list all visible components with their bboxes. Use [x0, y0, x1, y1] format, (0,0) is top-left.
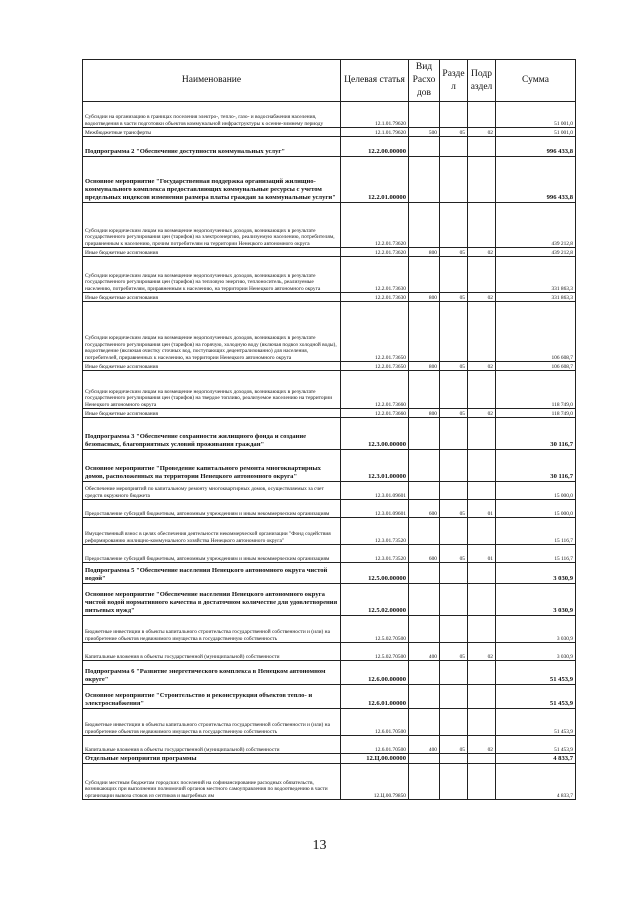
row-target-article: 12.6.01.00000 [341, 685, 409, 709]
row-name: Предоставление субсидий бюджетным, автономным учреждениям и иным некоммерческим организациям [83, 545, 341, 563]
table-row [83, 302, 576, 362]
row-section [440, 563, 468, 584]
header-sum: Сумма [496, 60, 576, 102]
row-name: Иные бюджетные ассигнования [83, 248, 341, 257]
row-expense-kind: 400 [409, 736, 440, 754]
row-target-article: 12.2.01.73630 [341, 293, 409, 302]
row-section [440, 709, 468, 736]
row-target-article: 12.3.01.09601 [341, 482, 409, 500]
row-subsection: 01 [468, 500, 496, 518]
table-row [83, 362, 576, 371]
row-expense-kind [409, 764, 440, 800]
row-subsection [468, 257, 496, 293]
table-row [83, 616, 576, 643]
row-sum: 51 453,9 [496, 661, 576, 685]
row-name: Имущественный взнос в целях обеспечения деятельности некоммерческой организации "Фонд содействия реформированию жилищно-коммунального хозяйства Ненецкого автономного округа" [83, 518, 341, 545]
row-expense-kind [409, 661, 440, 685]
table-row [83, 137, 576, 157]
row-target-article: 12.3.00.00000 [341, 418, 409, 450]
row-subsection: 02 [468, 362, 496, 371]
table-row [83, 563, 576, 584]
row-subsection [468, 371, 496, 409]
row-section: 05 [440, 545, 468, 563]
row-sum: 331 863,3 [496, 257, 576, 293]
row-expense-kind [409, 709, 440, 736]
row-target-article: 12.6.00.00000 [341, 661, 409, 685]
table-row [83, 371, 576, 409]
table-row [83, 545, 576, 563]
row-sum: 439 212,8 [496, 248, 576, 257]
row-name: Основное мероприятие "Проведение капитального ремонта многоквартирных домов, расположенных на территории Ненецкого автономного округа" [83, 450, 341, 482]
row-name: Подпрограмма 6 "Развитие энергетического комплекса в Ненецком автономном округе" [83, 661, 341, 685]
row-sum: 106 608,7 [496, 362, 576, 371]
row-expense-kind [409, 754, 440, 764]
row-expense-kind: 800 [409, 362, 440, 371]
header-section: Разде л [440, 60, 468, 102]
row-subsection [468, 137, 496, 157]
row-target-article: 12.2.01.73650 [341, 302, 409, 362]
table-row [83, 736, 576, 754]
table-row [83, 518, 576, 545]
row-name: Субсидии юридическим лицам на возмещение недополученных доходов, возникающих в результате государственного регулирования цен (тарифов) на твердое топливо, реализуемое населению на территории Ненецкого автономного округа [83, 371, 341, 409]
row-sum: 30 116,7 [496, 418, 576, 450]
row-target-article: 12.2.01.73650 [341, 362, 409, 371]
row-expense-kind [409, 302, 440, 362]
row-expense-kind: 800 [409, 409, 440, 418]
row-name: Иные бюджетные ассигнования [83, 362, 341, 371]
row-expense-kind [409, 685, 440, 709]
row-sum: 15 116,7 [496, 518, 576, 545]
row-section [440, 137, 468, 157]
row-sum: 3 030,9 [496, 584, 576, 616]
row-section: 05 [440, 248, 468, 257]
row-target-article: 12.Ц.00.79850 [341, 764, 409, 800]
row-section: 05 [440, 643, 468, 661]
row-expense-kind [409, 418, 440, 450]
row-expense-kind: 800 [409, 248, 440, 257]
table-row [83, 157, 576, 203]
row-subsection [468, 482, 496, 500]
row-section: 05 [440, 409, 468, 418]
row-subsection: 02 [468, 736, 496, 754]
table-row [83, 257, 576, 293]
row-sum: 15 000,0 [496, 500, 576, 518]
table-row [83, 661, 576, 685]
row-target-article: 12.3.01.00000 [341, 450, 409, 482]
row-target-article: 12.1.01.79620 [341, 102, 409, 128]
table-row [83, 482, 576, 500]
row-name: Основное мероприятие "Обеспечение населения Ненецкого автономного округа чистой водой нормативного качества в достаточном количестве для удовлетворения питьевых нужд" [83, 584, 341, 616]
row-section: 05 [440, 362, 468, 371]
row-section [440, 685, 468, 709]
row-expense-kind [409, 102, 440, 128]
row-target-article: 12.5.02.00000 [341, 584, 409, 616]
row-subsection [468, 685, 496, 709]
row-expense-kind [409, 157, 440, 203]
row-subsection [468, 709, 496, 736]
row-name: Иные бюджетные ассигнования [83, 409, 341, 418]
row-expense-kind [409, 450, 440, 482]
row-target-article: 12.1.01.79620 [341, 128, 409, 137]
row-name: Основное мероприятие "Строительство и реконструкция объектов тепло- и электроснабжения" [83, 685, 341, 709]
row-target-article: 12.2.01.73660 [341, 371, 409, 409]
table-row [83, 248, 576, 257]
row-sum: 51 453,9 [496, 736, 576, 754]
row-expense-kind [409, 563, 440, 584]
table-header-row [83, 60, 576, 102]
row-expense-kind [409, 518, 440, 545]
row-name: Предоставление субсидий бюджетным, автономным учреждениям и иным некоммерческим организациям [83, 500, 341, 518]
header-subsection: Подр аздел [468, 60, 496, 102]
table-row [83, 754, 576, 764]
row-expense-kind: 500 [409, 128, 440, 137]
row-subsection [468, 754, 496, 764]
row-expense-kind [409, 257, 440, 293]
row-subsection: 02 [468, 293, 496, 302]
row-name: Основное мероприятие "Государственная поддержка организаций жилищно-коммунального комплекса предоставляющих коммунальные ресурсы с учетом предельных индексов изменения размера платы граждан за коммунальные услуги" [83, 157, 341, 203]
row-name: Бюджетные инвестиции в объекты капитального строительства государственной собственности и (или) на приобретение объектов недвижимого имущества в государственную собственность [83, 709, 341, 736]
row-section [440, 661, 468, 685]
row-sum: 996 433,8 [496, 157, 576, 203]
row-target-article: 12.3.01.73520 [341, 518, 409, 545]
row-section [440, 102, 468, 128]
row-expense-kind [409, 203, 440, 248]
row-subsection: 02 [468, 248, 496, 257]
row-name: Подпрограмма 3 "Обеспечение сохранности жилищного фонда и создание безопасных, благоприятных условий проживания граждан" [83, 418, 341, 450]
table-row [83, 709, 576, 736]
row-target-article: 12.2.00.00000 [341, 137, 409, 157]
row-expense-kind: 400 [409, 643, 440, 661]
row-expense-kind: 600 [409, 545, 440, 563]
row-name: Субсидии местным бюджетам городских поселений на софинансирование расходных обязательств, возникающих при выполнении полномочий органов местного самоуправления по водоотведению в части организации вывоза стоков из септиков и выгребных ям [83, 764, 341, 800]
row-subsection: 02 [468, 643, 496, 661]
header-target-article: Целевая статья [341, 60, 409, 102]
row-subsection: 01 [468, 545, 496, 563]
row-target-article: 12.6.01.70500 [341, 709, 409, 736]
row-target-article: 12.5.02.70500 [341, 616, 409, 643]
row-name: Межбюджетные трансферты [83, 128, 341, 137]
row-sum: 4 833,7 [496, 764, 576, 800]
row-target-article: 12.2.01.73630 [341, 257, 409, 293]
row-sum: 3 030,9 [496, 643, 576, 661]
table-body [83, 102, 576, 800]
row-sum: 51 001,0 [496, 128, 576, 137]
row-section [440, 257, 468, 293]
row-name: Обеспечение мероприятий по капитальному ремонту многоквартирных домов, осуществляемых за счет средств окружного бюджета [83, 482, 341, 500]
row-expense-kind: 600 [409, 500, 440, 518]
row-sum: 4 833,7 [496, 754, 576, 764]
budget-sheet [82, 59, 575, 800]
row-section [440, 482, 468, 500]
row-section [440, 450, 468, 482]
row-target-article: 12.5.00.00000 [341, 563, 409, 584]
table-row [83, 764, 576, 800]
row-subsection [468, 302, 496, 362]
row-sum: 30 116,7 [496, 450, 576, 482]
table-row [83, 293, 576, 302]
row-section [440, 371, 468, 409]
row-sum: 996 433,8 [496, 137, 576, 157]
row-expense-kind [409, 616, 440, 643]
row-name: Отдельные мероприятия программы [83, 754, 341, 764]
row-expense-kind [409, 482, 440, 500]
row-expense-kind [409, 137, 440, 157]
row-expense-kind [409, 371, 440, 409]
row-target-article: 12.3.01.09601 [341, 500, 409, 518]
row-expense-kind: 800 [409, 293, 440, 302]
row-name: Субсидии юридическим лицам на возмещение недополученных доходов, возникающих в результате государственного регулирования цен (тарифов) на тепловую энергию, теплоноситель, реализуемые населению, потребителям, приравненным к населению, на территории Ненецкого автономного округа [83, 257, 341, 293]
header-name: Наименование [83, 60, 341, 102]
row-subsection: 02 [468, 409, 496, 418]
row-name: Подпрограмма 5 "Обеспечение населения Ненецкого автономного округа чистой водой" [83, 563, 341, 584]
row-sum: 51 453,9 [496, 685, 576, 709]
row-section [440, 203, 468, 248]
row-subsection [468, 661, 496, 685]
row-section: 05 [440, 736, 468, 754]
row-section: 05 [440, 500, 468, 518]
table-row [83, 450, 576, 482]
row-subsection [468, 563, 496, 584]
table-row [83, 418, 576, 450]
row-sum: 15 000,0 [496, 482, 576, 500]
row-sum: 118 749,0 [496, 371, 576, 409]
row-sum: 106 608,7 [496, 302, 576, 362]
table-row [83, 643, 576, 661]
table-row [83, 102, 576, 128]
row-subsection [468, 102, 496, 128]
row-subsection [468, 157, 496, 203]
row-sum: 3 030,9 [496, 616, 576, 643]
row-sum: 51 001,0 [496, 102, 576, 128]
row-sum: 331 863,3 [496, 293, 576, 302]
row-subsection: 02 [468, 128, 496, 137]
row-section: 05 [440, 128, 468, 137]
page-number: 13 [312, 838, 327, 853]
row-target-article: 12.2.01.73620 [341, 248, 409, 257]
row-subsection [468, 518, 496, 545]
table-row [83, 500, 576, 518]
table-row [83, 685, 576, 709]
table-row [83, 203, 576, 248]
row-subsection [468, 616, 496, 643]
row-subsection [468, 203, 496, 248]
row-target-article: 12.3.01.73520 [341, 545, 409, 563]
row-target-article: 12.5.02.70500 [341, 643, 409, 661]
row-sum: 3 030,9 [496, 563, 576, 584]
row-target-article: 12.2.01.00000 [341, 157, 409, 203]
row-subsection [468, 450, 496, 482]
row-sum: 51 453,9 [496, 709, 576, 736]
table-row [83, 409, 576, 418]
row-name: Бюджетные инвестиции в объекты капитального строительства государственной собственности и (или) на приобретение объектов недвижимого имущества в государственную собственность [83, 616, 341, 643]
row-name: Подпрограмма 2 "Обеспечение доступности коммунальных услуг" [83, 137, 341, 157]
row-section [440, 754, 468, 764]
row-sum: 15 116,7 [496, 545, 576, 563]
table-row [83, 128, 576, 137]
row-name: Субсидии юридическим лицам на возмещение недополученных доходов, возникающих в результате государственного регулирования цен (тарифов) на электроэнергию, реализуемую населению, потребителям, приравненным к населению, прочим потребителям на территории Ненецкого автономного округа [83, 203, 341, 248]
row-target-article: 12.2.01.73620 [341, 203, 409, 248]
row-target-article: 12.2.01.73660 [341, 409, 409, 418]
row-sum: 118 749,0 [496, 409, 576, 418]
row-section: 05 [440, 293, 468, 302]
row-section [440, 764, 468, 800]
row-target-article: 12.6.01.70500 [341, 736, 409, 754]
row-name: Субсидии юридическим лицам на возмещение недополученных доходов, возникающих в результате государственного регулирования цен (тарифов) на горячую, холодную воду (включая подвоз холодной воды), водоотведение (включая очистку сточных вод, поступающих децентрализованно) для населения, потребителей, приравненных к населению, на территории Ненецкого автономного округа [83, 302, 341, 362]
row-target-article: 12.Ц.00.00000 [341, 754, 409, 764]
row-section [440, 518, 468, 545]
row-sum: 439 212,8 [496, 203, 576, 248]
row-name: Иные бюджетные ассигнования [83, 293, 341, 302]
row-name: Капитальные вложения в объекты государственной (муниципальной) собственности [83, 736, 341, 754]
row-subsection [468, 418, 496, 450]
row-name: Капитальные вложения в объекты государственной (муниципальной) собственности [83, 643, 341, 661]
row-section [440, 157, 468, 203]
budget-table [82, 59, 576, 800]
row-expense-kind [409, 584, 440, 616]
header-expense-kind: Вид Расхо дов [409, 60, 440, 102]
row-subsection [468, 764, 496, 800]
row-subsection [468, 584, 496, 616]
row-section [440, 302, 468, 362]
row-section [440, 418, 468, 450]
row-section [440, 616, 468, 643]
row-name: Субсидии на организацию в границах поселения электро-, тепло-, газо- и водоснабжения населения, водоотведения в части подготовки объектов коммунальной инфраструктуры к осенне-зимнему периоду [83, 102, 341, 128]
table-row [83, 584, 576, 616]
row-section [440, 584, 468, 616]
